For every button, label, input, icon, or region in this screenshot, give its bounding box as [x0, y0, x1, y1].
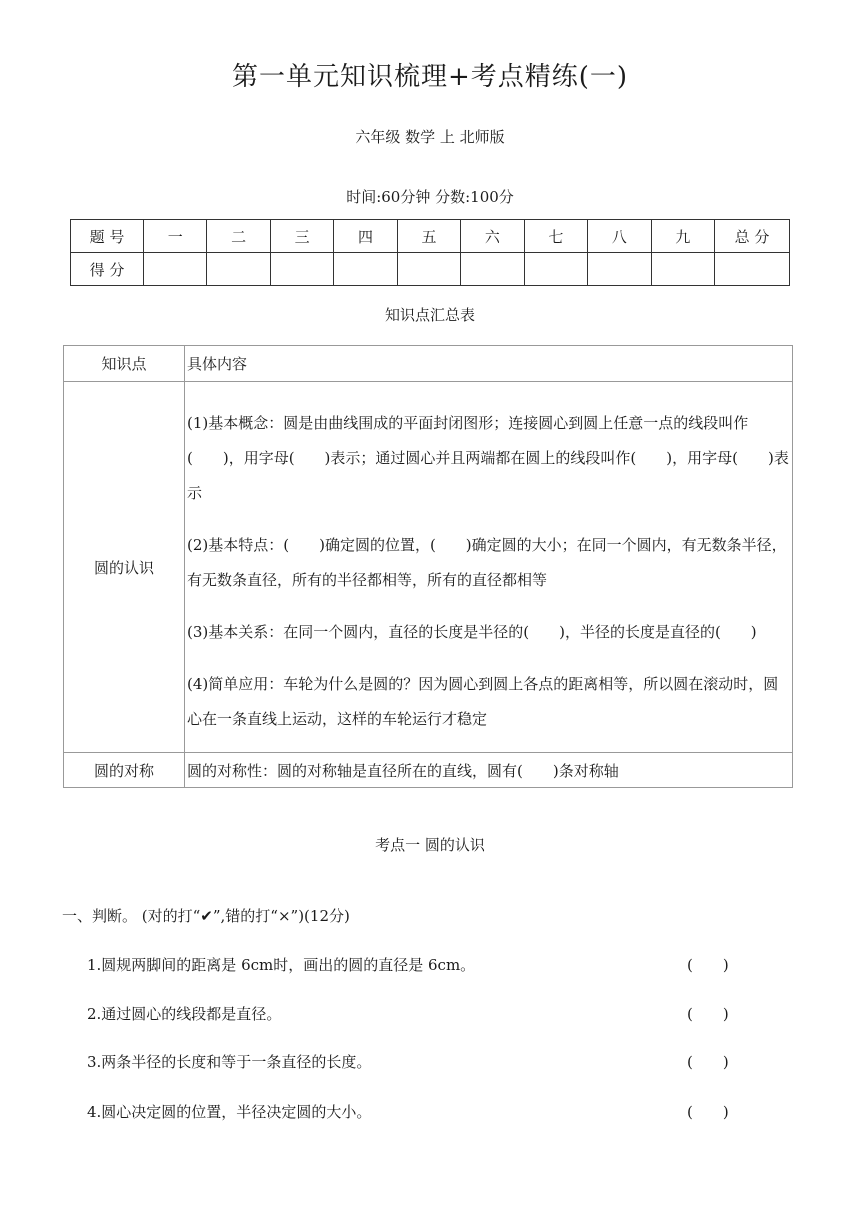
- topic-circle-symmetry: 圆的对称: [64, 753, 185, 788]
- knowledge-header-content: 具体内容: [185, 346, 793, 382]
- kaodian-title: 考点一 圆的认识: [375, 836, 485, 854]
- score-blank[interactable]: [461, 253, 524, 286]
- score-blank[interactable]: [207, 253, 270, 286]
- score-cell: 三: [270, 220, 333, 253]
- knowledge-header-row: [64, 346, 793, 382]
- score-cell: 八: [588, 220, 651, 253]
- summary-heading: 知识点汇总表: [384, 306, 475, 324]
- score-blank[interactable]: [397, 253, 460, 286]
- knowledge-header-topic: 知识点: [64, 346, 185, 382]
- score-table-header-row: [71, 220, 790, 253]
- score-cell: 一: [144, 220, 207, 253]
- score-blank[interactable]: [651, 253, 715, 286]
- score-cell: 五: [397, 220, 460, 253]
- score-blank[interactable]: [144, 253, 207, 286]
- score-cell: 二: [207, 220, 270, 253]
- question-item: 4.圆心决定圆的位置，半径决定圆的大小。: [87, 1103, 372, 1121]
- score-blank[interactable]: [270, 253, 333, 286]
- score-cell: 六: [461, 220, 524, 253]
- score-blank[interactable]: [715, 253, 790, 286]
- knowledge-row-circle: [64, 382, 793, 753]
- question-item: 2.通过圆心的线段都是直径。: [87, 1005, 282, 1023]
- score-blank[interactable]: [588, 253, 651, 286]
- answer-blank[interactable]: ( ): [687, 1103, 729, 1121]
- knowledge-para-1: (1)基本概念：圆是由曲线围成的平面封闭图形；连接圆心到圆上任意一点的线段叫作( )，用字母( )表示；通过圆心并且两端都在圆上的线段叫作( )，用字母( )表示: [187, 413, 789, 502]
- section-heading-judge: 一、判断。 (对的打“✔”,错的打“×”)(12分): [62, 907, 350, 925]
- topic-symmetry-content: 圆的对称性：圆的对称轴是直径所在的直线，圆有( )条对称轴: [185, 753, 793, 788]
- knowledge-para-3: (3)基本关系：在同一个圆内，直径的长度是半径的( )，半径的长度是直径的( ): [187, 622, 757, 641]
- score-cell: 七: [524, 220, 587, 253]
- score-cell: 九: [651, 220, 715, 253]
- knowledge-row-symmetry: [64, 753, 793, 788]
- score-blank[interactable]: [524, 253, 587, 286]
- question-item: 1.圆规两脚间的距离是 6cm时，画出的圆的直径是 6cm。: [87, 956, 476, 974]
- topic-circle-content: [185, 382, 793, 753]
- answer-blank[interactable]: ( ): [687, 1053, 729, 1071]
- page-subtitle: 六年级 数学 上 北师版: [355, 128, 505, 146]
- score-table: [70, 219, 790, 286]
- time-score-info: 时间:60分钟 分数:100分: [346, 188, 514, 206]
- score-table-score-row: [71, 253, 790, 286]
- knowledge-para-2: (2)基本特点：( )确定圆的位置，( )确定圆的大小；在同一个圆内，有无数条半径，有无数条直径，所有的半径都相等，所有的直径都相等: [187, 535, 787, 589]
- score-row-label: 得 分: [71, 253, 144, 286]
- score-blank[interactable]: [334, 253, 397, 286]
- answer-blank[interactable]: ( ): [687, 956, 729, 974]
- page-title: 第一单元知识梳理+考点精练(一): [231, 62, 629, 92]
- score-cell: 四: [334, 220, 397, 253]
- answer-blank[interactable]: ( ): [687, 1005, 729, 1023]
- topic-circle-recognition: 圆的认识: [64, 382, 185, 753]
- knowledge-table: [63, 345, 793, 788]
- knowledge-para-4: (4)简单应用：车轮为什么是圆的？因为圆心到圆上各点的距离相等，所以圆在滚动时，圆心在一条直线上运动，这样的车轮运行才稳定: [187, 674, 779, 728]
- score-cell: 总 分: [715, 220, 790, 253]
- score-cell: 题 号: [71, 220, 144, 253]
- question-item: 3.两条半径的长度和等于一条直径的长度。: [87, 1053, 372, 1071]
